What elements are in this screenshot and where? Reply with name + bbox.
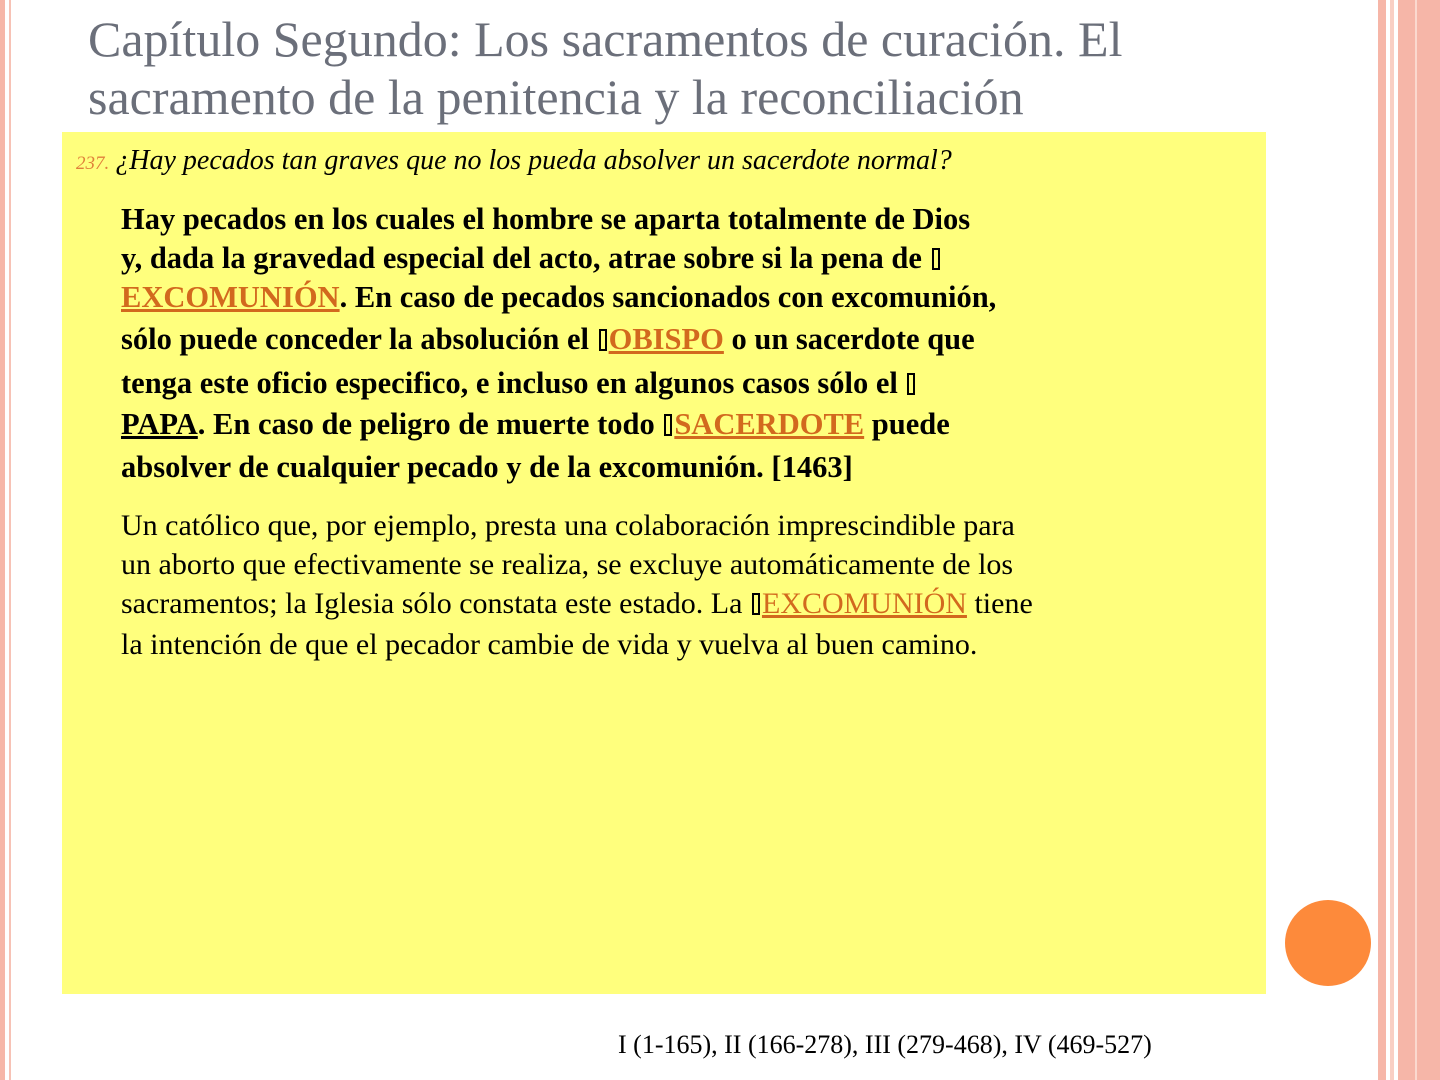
answer-bold-line-1 [121,200,1241,239]
answer-plain-line-2 [121,545,1261,584]
answer-bold-line-6 [121,405,1241,444]
answer-text: Un católico que, por ejemplo, presta una colaboración imprescindible para [121,509,1015,542]
left-decorative-stripe-thin [9,0,11,1080]
answer-bold-line-3 [121,278,1241,317]
link-obispo[interactable]: OBISPO [608,322,724,356]
answer-bold-line-2 [121,239,1241,278]
question [76,144,1256,181]
answer-bold-line-7 [121,444,1241,490]
link-excomunion-2[interactable]: EXCOMUNIÓN [761,587,967,620]
answer-text: un aborto que efectivamente se realiza, se excluye automáticamente de los [121,548,1014,581]
link-marker-icon [752,593,760,615]
answer-text: tiene [966,587,1033,620]
answer-plain-paragraph [121,506,1261,666]
answer-text: . En caso de peligro de muerte todo [197,407,663,441]
answer-text: sólo puede conceder la absolución el [121,322,597,356]
answer-plain-line-3 [121,584,1261,623]
answer-text: tenga este oficio especifico, e incluso en algunos casos sólo el [121,366,898,400]
link-marker-icon [932,248,940,270]
slide-title-line-2: sacramento de la penitencia y la reconciliación [88,69,1024,125]
answer-text: y, dada la gravedad especial del acto, atrae sobre si la pena de [121,241,922,275]
answer-text: la intención de que el pecador cambie de vida y vuelva al buen camino. [121,628,978,661]
orange-circle-decoration [1285,900,1371,986]
content-box [62,132,1266,994]
question-number: 237. [76,153,110,174]
answer-text: absolver de cualquier pecado y de la excomunión. [1463] [121,450,853,484]
slide-title-line-1: Capítulo Segundo: Los sacramentos de curación. El [88,11,1123,67]
left-decorative-stripe [0,0,5,1080]
answer-text: . En caso de pecados sancionados con excomunión, [339,280,997,314]
answer-text: o un sacerdote que [723,322,975,356]
answer-text: sacramentos; la Iglesia sólo constata este estado. La [121,587,750,620]
link-papa[interactable]: PAPA [121,407,198,441]
link-excomunion[interactable]: EXCOMUNIÓN [121,280,340,314]
link-marker-icon [664,414,672,436]
right-decorative-stripe-thin [1390,0,1394,1080]
slide-title [88,10,1348,126]
answer-bold-line-4 [121,317,1241,361]
right-decorative-band [1398,0,1440,1080]
answer-text: puede [864,407,950,441]
answer-bold-paragraph [121,200,1241,490]
footer-section-ranges: I (1-165), II (166-278), III (279-468), IV (469-527) [618,1030,1152,1059]
link-marker-icon [599,329,607,351]
right-decorative-stripe [1378,0,1386,1080]
answer-text: Hay pecados en los cuales el hombre se aparta totalmente de Dios [121,202,971,236]
answer-bold-line-5 [121,361,1241,405]
question-text: ¿Hay pecados tan graves que no los pueda absolver un sacerdote normal? [115,145,952,176]
right-decorative-band-line [1415,0,1417,1080]
answer-plain-line-4 [121,623,1261,666]
link-marker-icon [907,373,915,395]
answer-plain-line-1 [121,506,1261,545]
link-sacerdote[interactable]: SACERDOTE [674,407,865,441]
